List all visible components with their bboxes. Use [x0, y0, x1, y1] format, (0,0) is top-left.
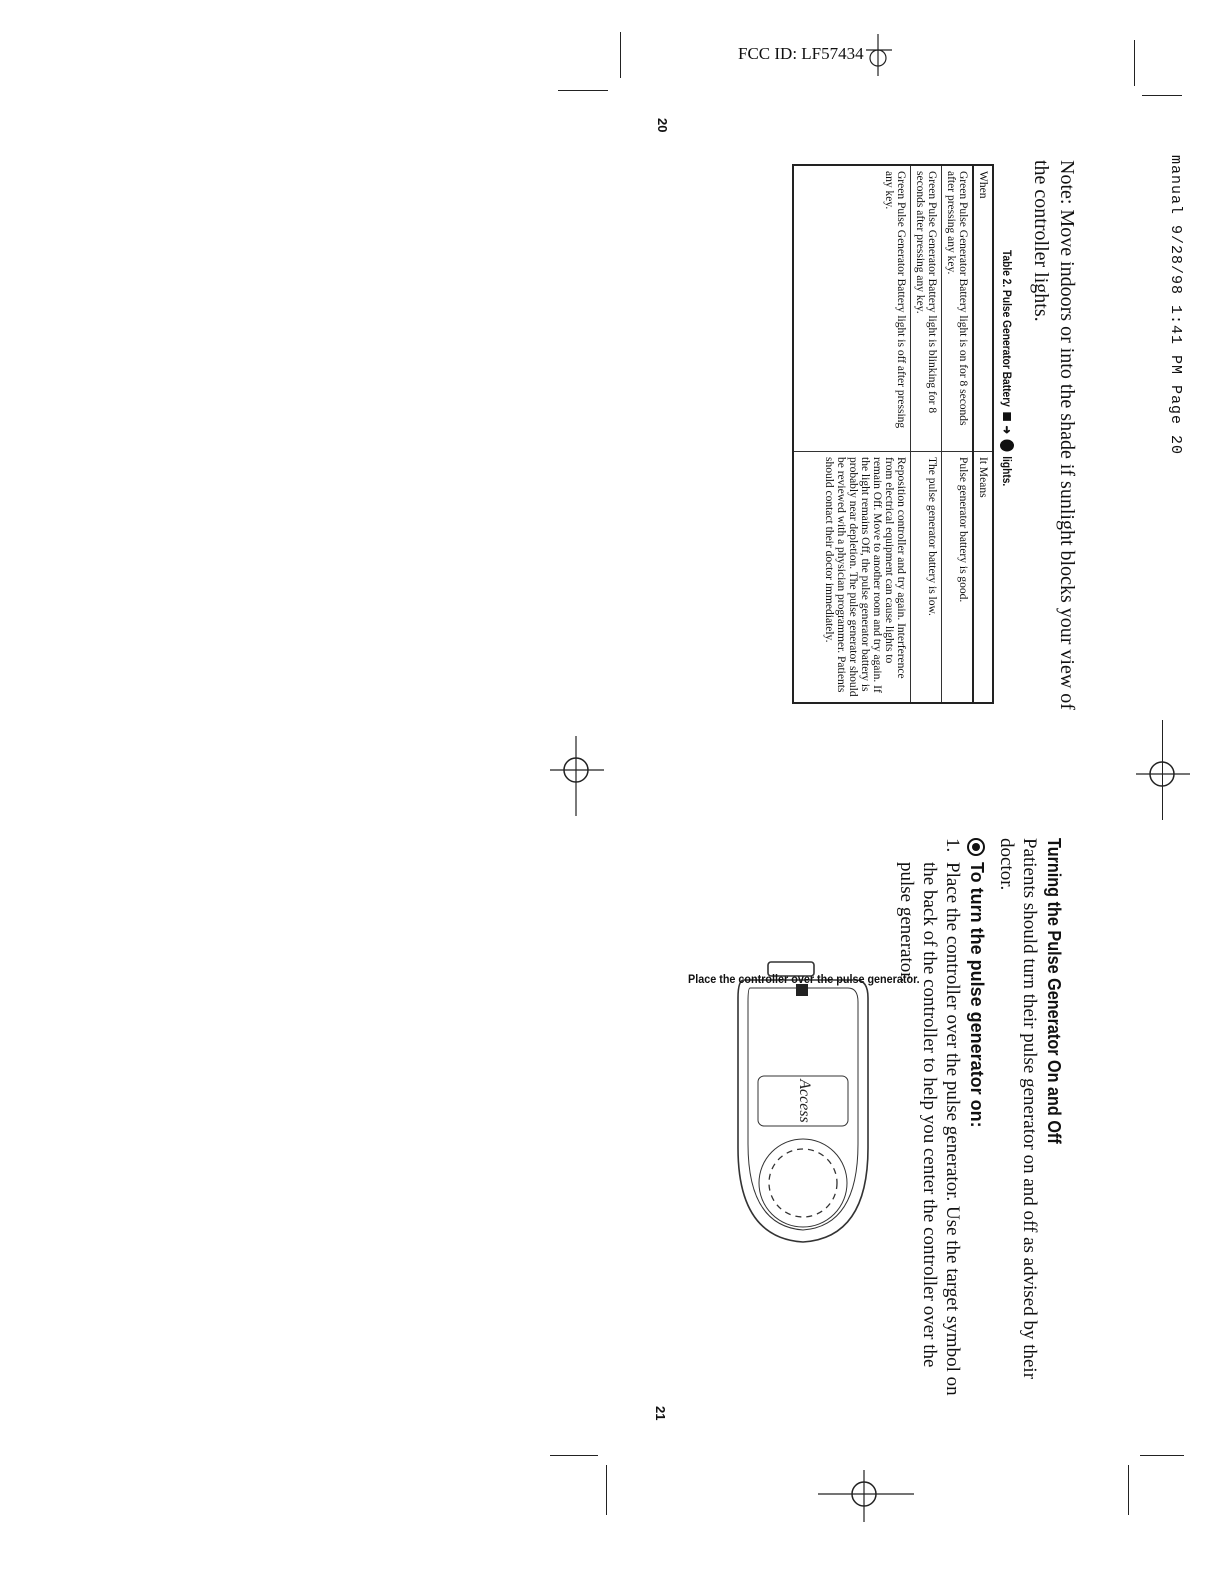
table-cell-when: Green Pulse Generator Battery light is off after pressing any key.: [793, 165, 911, 452]
registration-mark-icon: [818, 1466, 914, 1526]
section-title: Turning the Pulse Generator On and Off: [1044, 838, 1064, 1144]
table-title: [1000, 250, 1014, 650]
illustration-caption: Place the controller over the pulse generator.: [688, 972, 920, 986]
table-cell-means: The pulse generator battery is low.: [911, 452, 942, 704]
step-item: [895, 838, 964, 1398]
table-header-when: When: [973, 165, 993, 452]
registration-mark-icon: [866, 30, 896, 80]
crop-mark: [606, 1465, 607, 1515]
step-title-text: To turn the pulse generator on:: [967, 862, 987, 1128]
page-number-right: 21: [653, 1406, 668, 1421]
page-21: [895, 838, 1064, 1398]
target-icon: [968, 838, 986, 856]
controller-illustration: [728, 958, 878, 1248]
crop-mark: [620, 32, 621, 78]
section-intro: Patients should turn their pulse generator on and off as advised by their doctor.: [996, 838, 1040, 1380]
registration-mark-icon: [548, 736, 608, 816]
crop-mark: [1134, 40, 1135, 86]
crop-mark: [1142, 95, 1182, 96]
crop-mark: [1128, 1465, 1129, 1515]
crop-mark: [1140, 1455, 1184, 1456]
table-row: [911, 165, 942, 703]
page-20: [792, 160, 1080, 720]
table-row: [793, 165, 911, 703]
table-title-prefix: Table 2. Pulse Generator Battery: [1000, 250, 1014, 407]
step-number: 1.: [942, 838, 963, 853]
table-cell-means: Pulse generator battery is good.: [942, 452, 974, 704]
table-cell-means: Reposition controller and try again. Interference from electrical equipment can cause lights to remain Off. Move to another room and try again. If the light remains Off, the pulse generator battery is probably near depletion. The pulse generator should be reviewed with a physician programmer. Patients should contact their doctor immediately.: [793, 452, 911, 704]
battery-lights-table: [792, 164, 994, 704]
crop-mark: [558, 90, 608, 91]
table-header-row: [973, 165, 993, 703]
table-title-suffix: lights.: [1000, 456, 1014, 487]
step-text: Place the controller over the pulse generator. Use the target symbol on the back of the controller to help you center the controller over the pulse generator.: [896, 862, 963, 1396]
fcc-id: FCC ID: LF57434: [738, 44, 864, 63]
step-title: [966, 838, 987, 1398]
registration-mark-icon: [1134, 740, 1194, 810]
page-number-left: 20: [655, 118, 670, 133]
battery-icon: [1003, 412, 1011, 421]
table-row: [942, 165, 974, 703]
arrow-icon: ➜: [1000, 425, 1014, 435]
controller-logo: Access: [796, 1079, 813, 1123]
table-cell-when: Green Pulse Generator Battery light is on for 8 seconds after pressing any key.: [942, 165, 974, 452]
table-header-means: It Means: [973, 452, 993, 704]
print-header: manual 9/28/98 1:41 PM Page 20: [1167, 155, 1184, 456]
table-cell-when: Green Pulse Generator Battery light is blinking for 8 seconds after pressing any key.: [911, 165, 942, 452]
crop-mark: [550, 1455, 598, 1456]
note-text: Note: Move indoors or into the shade if sunlight blocks your view of the controller lights.: [1030, 160, 1078, 710]
light-dot-icon: [1000, 439, 1014, 451]
